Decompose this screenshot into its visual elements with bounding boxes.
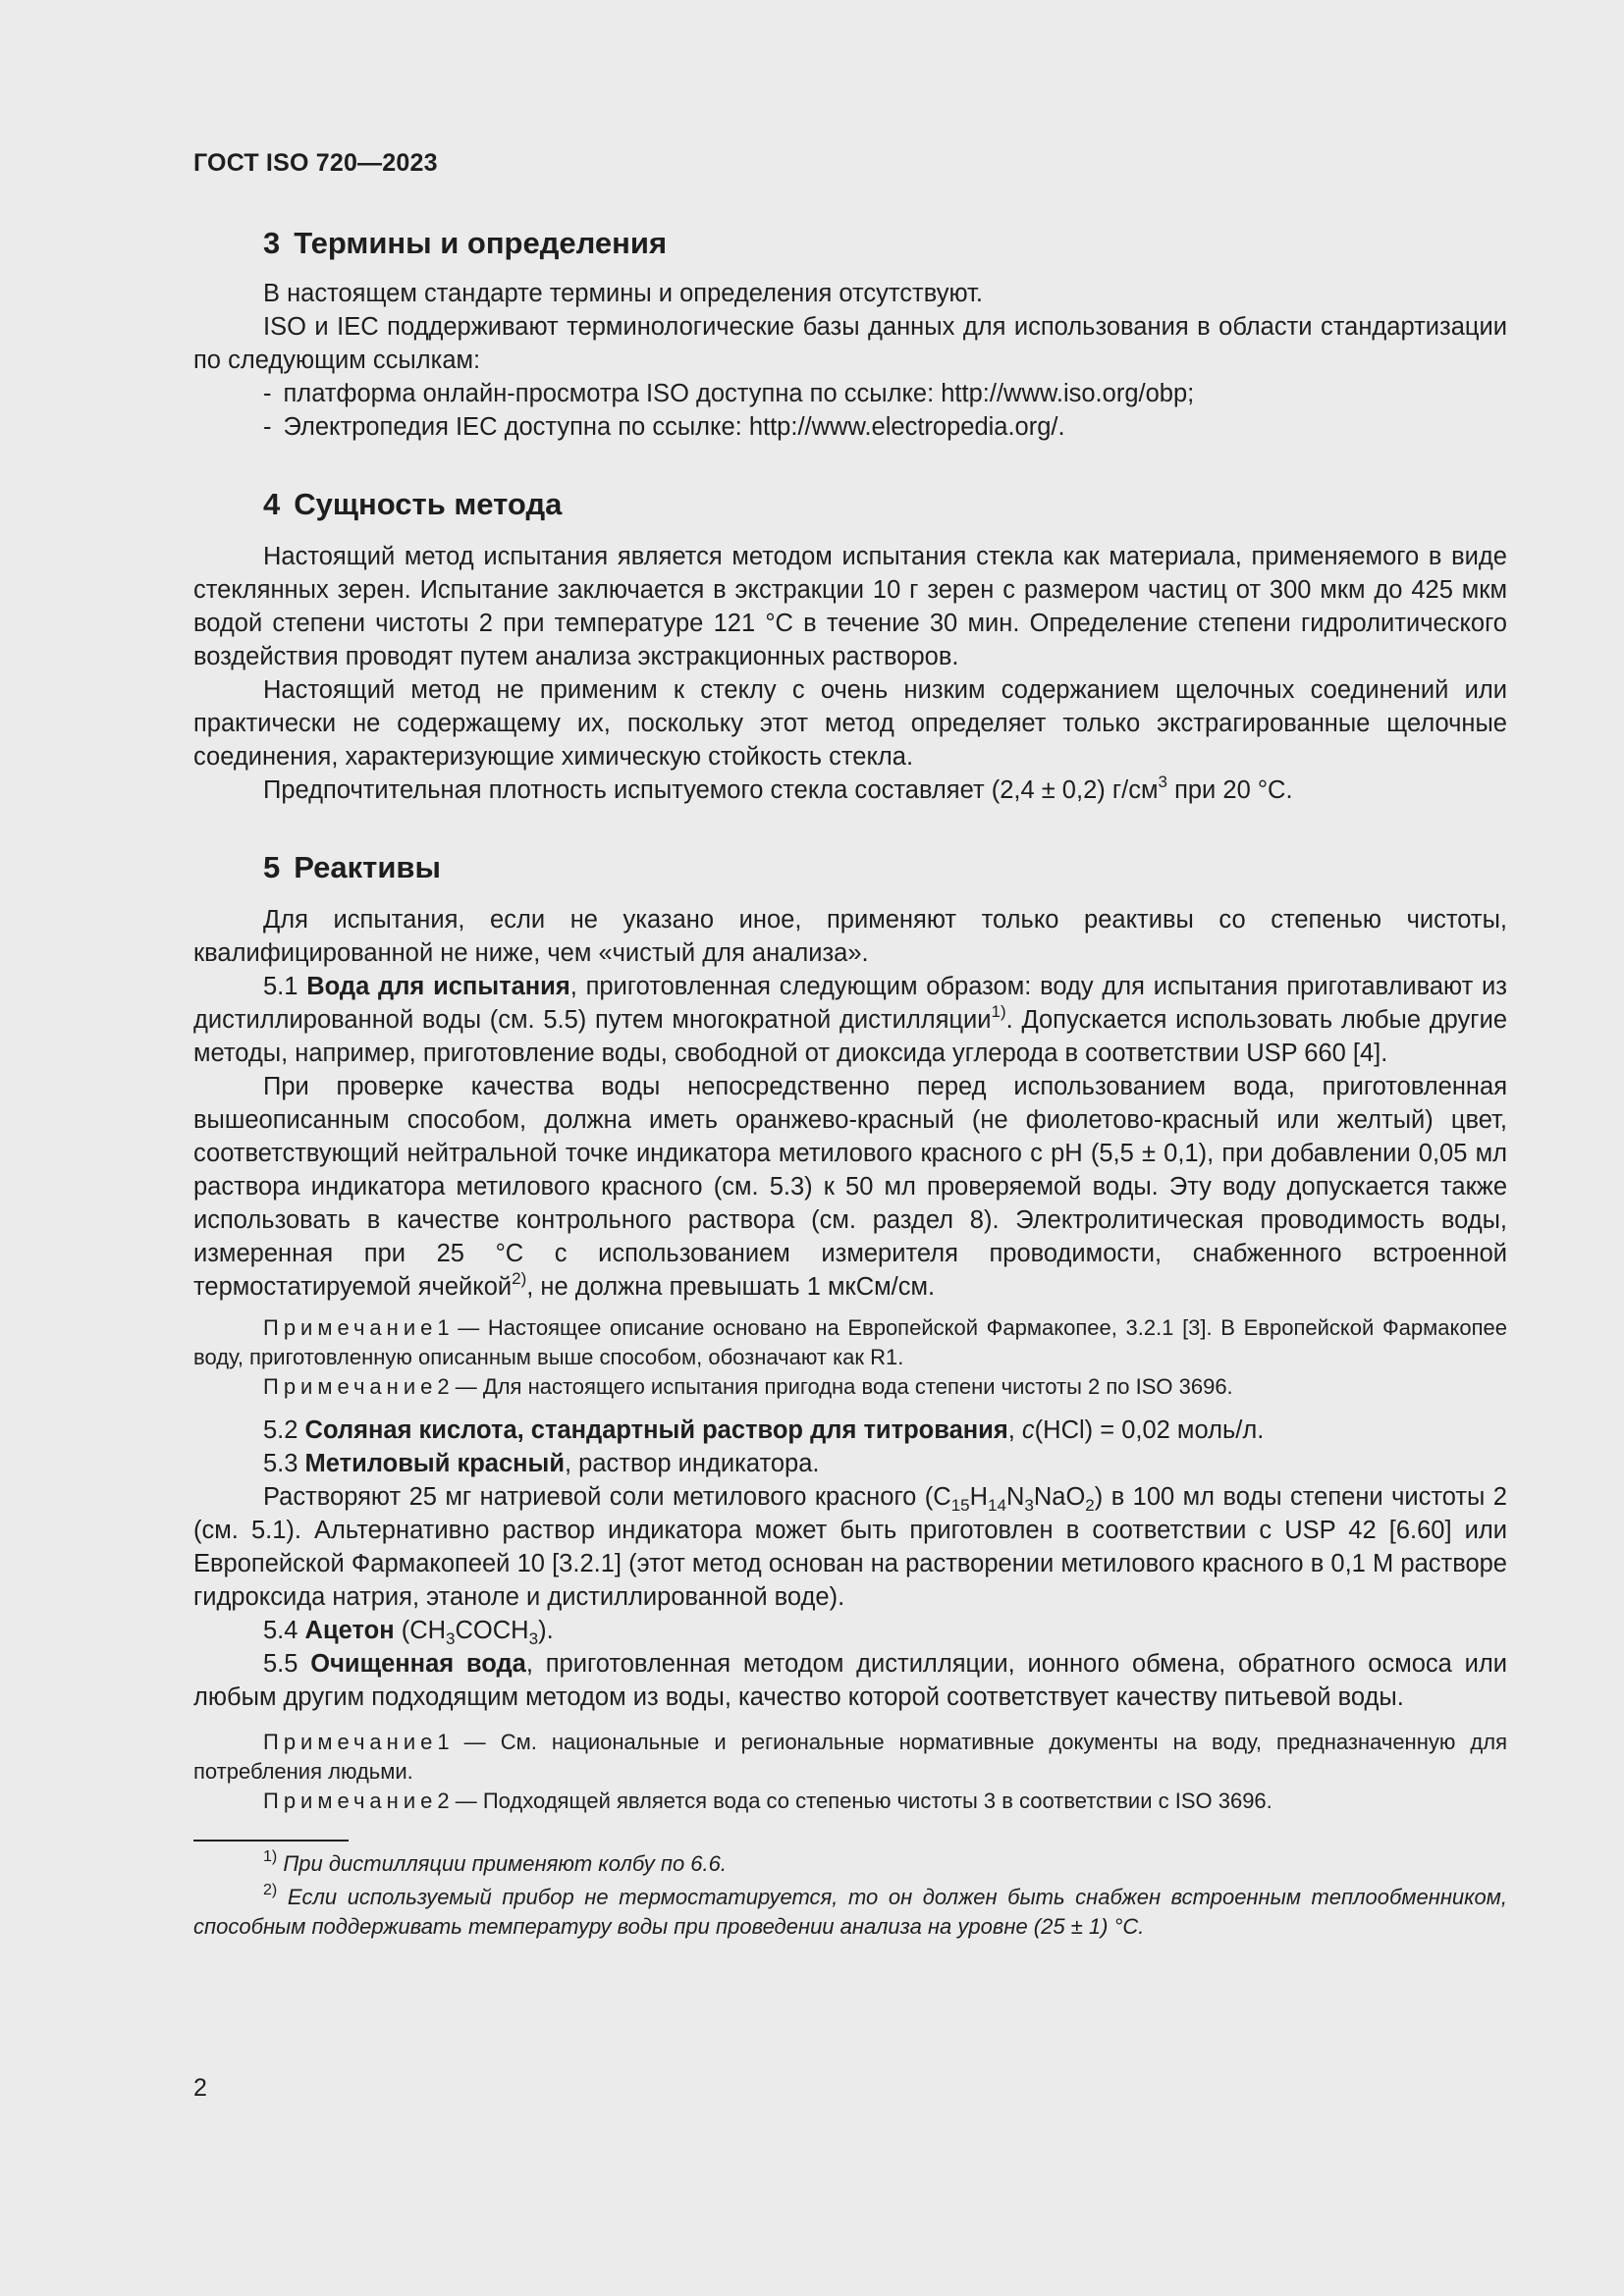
text-run: COCH bbox=[455, 1617, 529, 1644]
section-title: Сущность метода bbox=[294, 487, 563, 521]
footnote bbox=[193, 1849, 1507, 1879]
footnote-text: Если используемый прибор не термостатируется, то он должен быть снабжен встроенным теплообменником, способным поддерживать температуру воды при проведении анализа на уровне (25 ± 1) °С. bbox=[193, 1885, 1507, 1939]
text-run: при 20 °C. bbox=[1166, 776, 1293, 804]
text-run: N bbox=[1005, 1483, 1025, 1511]
footnote-mark: 1) bbox=[263, 1848, 278, 1865]
clause-5-5 bbox=[193, 1647, 1507, 1714]
text-run: ). bbox=[538, 1617, 554, 1644]
clause-number: 5.4 bbox=[263, 1617, 298, 1644]
note-number: 2 bbox=[437, 1789, 450, 1813]
note-number: 1 bbox=[437, 1730, 450, 1754]
footnote-text: При дистилляции применяют колбу по 6.6. bbox=[283, 1851, 728, 1876]
note-label: Примечание bbox=[263, 1374, 438, 1399]
note-number: 1 bbox=[437, 1315, 450, 1340]
clause-number: 5.5 bbox=[263, 1650, 298, 1678]
subscript: 14 bbox=[988, 1496, 1006, 1515]
clause-term: Очищенная вода bbox=[310, 1650, 526, 1678]
section-number: 3 bbox=[263, 226, 281, 260]
paragraph: ISO и IEC поддерживают терминологические базы данных для использования в области стандартизации по следующим ссылкам: bbox=[193, 313, 1507, 374]
paragraph bbox=[193, 1480, 1507, 1614]
paragraph bbox=[193, 1070, 1507, 1304]
note-text: — См. национальные и региональные нормативные документы на воду, предназначенную для потребления людьми. bbox=[193, 1730, 1507, 1784]
note-label: Примечание bbox=[263, 1315, 438, 1340]
section-title: Термины и определения bbox=[294, 226, 668, 260]
footnote-mark: 2) bbox=[263, 1882, 278, 1898]
section-5-heading bbox=[193, 848, 1507, 887]
clause-number: 5.2 bbox=[263, 1416, 298, 1444]
footnote bbox=[193, 1883, 1507, 1942]
clause-term: Ацетон bbox=[304, 1617, 395, 1644]
note-text: — Для настоящего испытания пригодна вода степени чистоты 2 по ISO 3696. bbox=[449, 1374, 1233, 1399]
note-number: 2 bbox=[437, 1374, 450, 1399]
text-run: (CH bbox=[394, 1617, 447, 1644]
symbol: c bbox=[1021, 1416, 1035, 1444]
footnote-ref: 1) bbox=[991, 1002, 1006, 1021]
text-run: H bbox=[969, 1483, 989, 1511]
subscript: 3 bbox=[528, 1629, 539, 1648]
list-item-text: платформа онлайн-просмотра ISO доступна по ссылке: http://www.iso.org/obp; bbox=[283, 380, 1195, 407]
text-run: , приготовленная следующим образом: воду для испытания приготавливают из дистиллированной воды (см. 5.5) путем многократной дистилляции bbox=[193, 973, 1507, 1034]
note-label: Примечание bbox=[263, 1730, 438, 1754]
note bbox=[193, 1787, 1507, 1816]
bullet-dash: - bbox=[263, 380, 272, 407]
list-item-text: Электропедия IEC доступна по ссылке: http://www.electropedia.org/. bbox=[283, 413, 1065, 441]
clause-5-2: 5.2 Соляная кислота, стандартный раствор для титрования, c(HCl) = 0,02 моль/л. bbox=[263, 1416, 1265, 1444]
subscript: 15 bbox=[950, 1496, 970, 1515]
bullet-dash: - bbox=[263, 413, 272, 441]
paragraph: Настоящий метод испытания является методом испытания стекла как материала, применяемого в виде стеклянных зерен. Испытание заключается в экстракции 10 г зерен с размером частиц от 300 мкм до 425 мкм водой степени чистоты 2 при температуре 121 °C в течение 30 мин. Определение степени гидролитического воздействия проводят путем анализа экстракционных растворов. bbox=[193, 543, 1507, 670]
note-label: Примечание bbox=[263, 1789, 438, 1813]
section-number: 4 bbox=[263, 487, 281, 521]
paragraph: Настоящий метод не применим к стеклу с очень низким содержанием щелочных соединений или практически не содержащему их, поскольку этот метод определяет только экстрагированные щелочные соединения, характеризующие химическую стойкость стекла. bbox=[193, 676, 1507, 771]
section-3-heading bbox=[193, 224, 1507, 263]
text-run: ) в 100 мл воды степени чистоты 2 (см. 5.1). Альтернативно раствор индикатора может быть приготовлен в соответствии с USP 42 [6.60] или Европейской Фармакопеей 10 [3.2.1] (этот метод основан на растворении метилового красного в 0,1 М растворе гидроксида натрия, этаноле и дистиллированной воде). bbox=[193, 1483, 1507, 1611]
subscript: 3 bbox=[1024, 1496, 1034, 1515]
section-title: Реактивы bbox=[294, 850, 441, 884]
list-item bbox=[193, 377, 1507, 410]
text-run: При проверке качества воды непосредственно перед использованием вода, приготовленная вышеописанным способом, должна иметь оранжево-красный (не фиолетово-красный или желтый) цвет, соответствующий нейтральной точке индикатора метилового красного с pH (5,5 ± 0,1), при добавлении 0,05 мл раствора индикатора метилового красного (см. 5.3) к 50 мл проверяемой воды. Эту воду допускается также использовать в качестве контрольного раствора (см. раздел 8). Электролитическая проводимость воды, измеренная при 25 °C с использованием измерителя проводимости, снабженного встроенной термостатируемой ячейкой bbox=[193, 1073, 1507, 1301]
clause-number: 5.3 bbox=[263, 1450, 298, 1477]
text-run: , не должна превышать 1 мкСм/см. bbox=[526, 1273, 936, 1301]
text-run: Предпочтительная плотность испытуемого стекла составляет (2,4 ± 0,2) г/см bbox=[263, 776, 1159, 804]
section-number: 5 bbox=[263, 850, 281, 884]
list-item bbox=[193, 410, 1507, 444]
page-content bbox=[193, 224, 1507, 1942]
page-number: 2 bbox=[193, 2074, 207, 2102]
text-run: (HCl) = 0,02 моль/л. bbox=[1034, 1416, 1265, 1444]
note bbox=[193, 1728, 1507, 1787]
section-4-heading bbox=[193, 485, 1507, 524]
subscript: 2 bbox=[1085, 1496, 1095, 1515]
superscript: 3 bbox=[1158, 773, 1167, 791]
clause-5-3 bbox=[193, 1447, 1507, 1480]
note bbox=[193, 1372, 1507, 1402]
clause-term: Соляная кислота, стандартный раствор для титрования bbox=[304, 1416, 1008, 1444]
paragraph: В настоящем стандарте термины и определения отсутствуют. bbox=[263, 280, 983, 307]
text-run: , приготовленная методом дистилляции, ионного обмена, обратного осмоса или любым другим подходящим методом из воды, качество которой соответствует качеству питьевой воды. bbox=[193, 1650, 1507, 1711]
subscript: 3 bbox=[446, 1629, 456, 1648]
text-run: Растворяют 25 мг натриевой соли метилового красного (C bbox=[263, 1483, 951, 1511]
paragraph: Для испытания, если не указано иное, применяют только реактивы со степенью чистоты, квалифицированной не ниже, чем «чистый для анализа». bbox=[193, 906, 1507, 967]
note bbox=[193, 1313, 1507, 1372]
document-header: ГОСТ ISO 720—2023 bbox=[193, 149, 438, 177]
clause-5-1 bbox=[193, 970, 1507, 1070]
text-run: . Допускается использовать любые другие методы, например, приготовление воды, свободной от диоксида углерода в соответствии USP 660 [4]. bbox=[193, 1006, 1507, 1067]
clause-5-4 bbox=[193, 1614, 1507, 1647]
clause-term: Метиловый красный bbox=[304, 1450, 566, 1477]
note-text: — Подходящей является вода со степенью чистоты 3 в соответствии с ISO 3696. bbox=[449, 1789, 1272, 1813]
footnote-ref: 2) bbox=[512, 1269, 527, 1288]
clause-term: Вода для испытания bbox=[306, 973, 570, 1000]
text-run: , раствор индикатора. bbox=[565, 1450, 820, 1477]
note-text: — Настоящее описание основано на Европейской Фармакопее, 3.2.1 [3]. В Европейской Фармакопее воду, приготовленную описанным выше способом, обозначают как R1. bbox=[193, 1315, 1507, 1369]
text-run: NaO bbox=[1033, 1483, 1086, 1511]
paragraph bbox=[193, 774, 1507, 807]
clause-number: 5.1 bbox=[263, 973, 298, 1000]
